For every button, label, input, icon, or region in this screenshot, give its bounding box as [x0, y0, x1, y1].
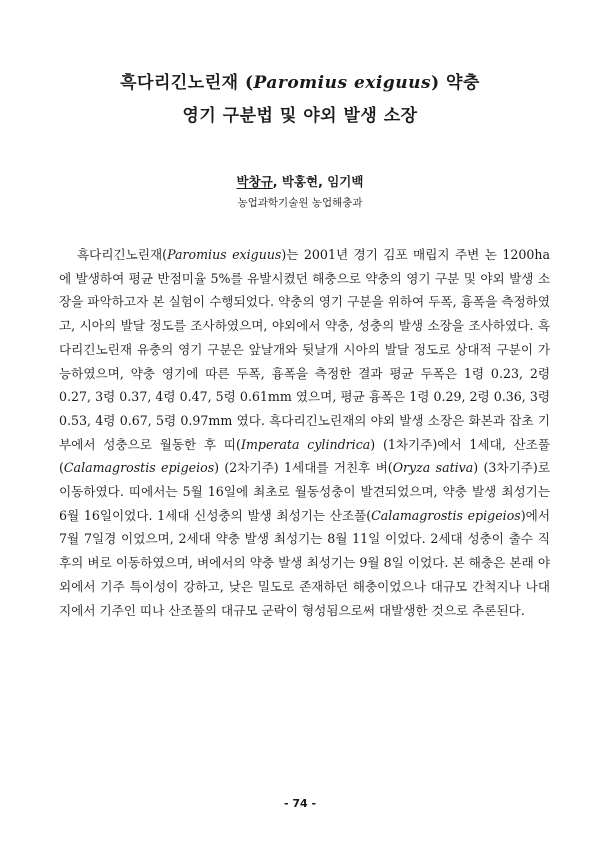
title-prefix: 흑다리긴노린재 (	[120, 73, 254, 93]
abstract-text: 흑다리긴노린재(	[77, 247, 168, 262]
page-number: - 74 -	[283, 797, 317, 810]
affiliation: 농업과학기술원 농업해충과	[237, 197, 363, 209]
abstract-text: ) (2차기주) 1세대를 거친후 벼(	[214, 460, 393, 476]
abstract-latin: Calamagrostis epigeios	[371, 507, 521, 523]
abstract-latin: Calamagrostis epigeios	[63, 460, 215, 476]
abstract-latin: Imperata cylindrica	[240, 436, 371, 452]
title-latin-name: Paromius exiguus	[253, 73, 432, 93]
abstract-body	[59, 243, 550, 622]
abstract-latin: Paromius exiguus	[167, 247, 282, 262]
first-author: 박창규	[236, 174, 273, 189]
abstract-text: ) (1차기주)에서 1세대, 산조풀 (	[59, 436, 550, 476]
abstract-latin: Oryza sativa	[392, 460, 474, 476]
title-line-2: 영기 구분법 및 야외 발생 소장	[182, 106, 418, 126]
title-line-1	[0, 68, 600, 93]
title-suffix: ) 약충	[431, 73, 480, 93]
author-list	[0, 172, 600, 190]
abstract-text: )에서 7월 7일경 이었으며, 2세대 약충 발생 최성기는 8월 11일 이었다. 2세대 성충이 출수 직후의 벼로 이동하였으며, 벼에서의 약충 발생 최성기는 9월 8일 이었다. 본 해충은 본래 야외에서 기주 특이성이 강하고, 낮은 밀도로 존재하던 해충이었으나 대규모 간척지나 나대지에서 기주인 띠나 산조풀의 대규모 군락이 형성됨으로써 대발생한 것으로 추론된다.	[59, 507, 550, 618]
co-authors: , 박홍현, 임기백	[272, 174, 364, 189]
abstract-text: ) (3차기주)로 이동하였다. 띠에서는 5월 16일에 최초로 월동성충이 발견되었으며, 약충 발생 최성기는 6월 16일이었다. 1세대 신성충의 발생 최성기는 산조풀(	[59, 460, 551, 523]
abstract-text: )는 2001년 경기 김포 매립지 주변 논 1200ha에 발생하여 평균 반점미율 5%를 유발시켰던 해충으로 약충의 영기 구분 및 야외 발생 소장을 파악하고자 본 실험이 수행되었다. 약충의 영기 구분을 위하여 두폭, 흉폭을 측정하였고, 시아의 발달 정도를 조사하였으며, 야외에서 약충, 성충의 발생 소장을 조사하였다. 흑다리긴노린재 유충의 영기 구분은 앞날개와 뒷날개 시아의 발달 정도로 상대적 구분이 가능하였으며, 약충 영기에 따른 두폭, 흉폭을 측정한 결과 평균 두폭은 1령 0.23, 2령 0.27, 3령 0.37, 4령 0.47, 5령 0.61mm 였으며, 평균 흉폭은 1령 0.29, 2령 0.36, 3령 0.53, 4령 0.67, 5령 0.97mm 였다. 흑다리긴노린재의 야외 발생 소장은 화본과 잡초 기부에서 성충으로 월동한 후 띠(	[59, 247, 550, 452]
